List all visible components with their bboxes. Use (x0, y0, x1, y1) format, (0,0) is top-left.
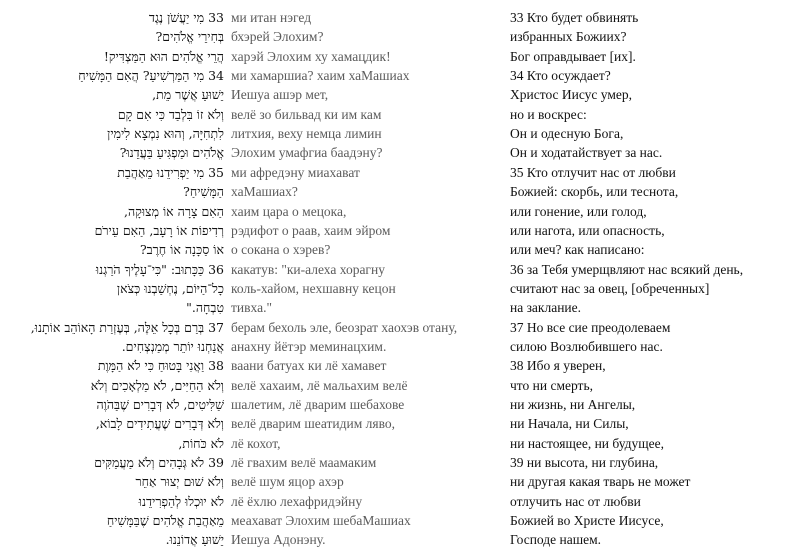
transliteration-text: велё хахаим, лё мальахим велё (231, 377, 408, 393)
russian-text: 39 ни высота, ни глубина, (510, 455, 659, 471)
russian-text: 38 Ибо я уверен, (510, 358, 606, 374)
hebrew-text: 37 בְּרַם בְּכָל אֵלֶּה, בְּעֶזְרַת הָאוֹהֵב אוֹתָנוּ, (30, 319, 224, 335)
transliteration-text: рэдифот о раав, хаим эйром (231, 222, 391, 238)
hebrew-text: וְלֹא הַחַיִּים, לֹא מַלְאָכִים וְלֹא (90, 377, 224, 393)
russian-text: 33 Кто будет обвинять (510, 10, 639, 25)
hebrew-text: יֵשׁוּעַ אֲדוֹנֵנוּ. (165, 532, 224, 548)
transliteration-text: лё кохот, (231, 435, 281, 451)
transliteration-text: ми итан нэгед (231, 10, 312, 25)
verse-line (0, 492, 800, 511)
russian-text: 35 Кто отлучит нас от любви (510, 164, 676, 180)
russian-text: или нагота, или опасность, (510, 222, 665, 238)
transliteration-text: литхия, веху немца лимин (231, 126, 382, 142)
hebrew-text: מֵאַהֲבַת אֱלֹהִים שֶׁבַּמָּשִׁיחַ (106, 513, 224, 529)
verse-line (0, 163, 800, 182)
transliteration-text: ми афредэну миахават (231, 164, 360, 180)
verse-line (0, 434, 800, 453)
transliteration-text: Элохим умафгиа баадэну? (231, 145, 383, 161)
verse-line (0, 47, 800, 66)
russian-text: Божией во Христе Иисусе, (510, 513, 664, 529)
verse-line (0, 337, 800, 356)
hebrew-text: 38 וַאֲנִי בָּטוּחַ כִּי לֹא הַמָּוֶת (97, 358, 224, 374)
verse-line (0, 221, 800, 240)
russian-text: Господе нашем. (510, 532, 602, 548)
verse-line (0, 511, 800, 530)
russian-text: ни другая какая тварь не может (510, 474, 691, 490)
russian-text: что ни смерть, (510, 377, 593, 393)
verse-line (0, 124, 800, 143)
transliteration-text: велё дварим шеатидим ляво, (231, 416, 396, 432)
transliteration-text: Иешуа ашэр мет, (231, 87, 329, 103)
verse-line (0, 85, 800, 104)
hebrew-text: 33 מִי יַעֲשֹׁן נֶגֶד (148, 10, 224, 25)
hebrew-text: 35 מִי יַפְרִידֵנוּ מֵאַהֲבַת (117, 164, 224, 180)
transliteration-text: коль-хайом, нехшавну кецон (231, 280, 396, 296)
russian-text: на заклание. (510, 300, 582, 316)
russian-text: или гонение, или голод, (510, 203, 647, 219)
transliteration-text: ми хамаршиа? хаим хаМашиах (231, 68, 410, 84)
verse-line (0, 453, 800, 472)
transliteration-text: велё зо бильвад ки им кам (231, 106, 382, 122)
hebrew-text: אֱלֹהִים וּמַפְגִּיעַ בַּעֲדֵנוּ? (119, 145, 224, 161)
verse-line (0, 105, 800, 124)
verse-line (0, 318, 800, 337)
transliteration-text: берам бехоль эле, беозрат хаохэв отану, (231, 319, 458, 335)
verse-line (0, 240, 800, 259)
verse-line (0, 530, 800, 549)
hebrew-text: לִתְחִיָּה, וְהוּא נִמְצָא לִימִין (107, 126, 224, 142)
verse-line (0, 8, 800, 27)
transliteration-text: шалетим, лё дварим шебахове (231, 397, 405, 412)
verse-line (0, 202, 800, 221)
russian-text: считают нас за овец, [обреченных] (510, 280, 710, 296)
hebrew-text: אוֹ סַכָּנָה אוֹ חֶרֶב? (139, 242, 224, 258)
russian-text: или меч? как написано: (510, 242, 645, 258)
transliteration-text: меахават Элохим шебаМашиах (231, 513, 411, 529)
transliteration-text: тивха." (231, 300, 272, 316)
russian-text: ни Начала, ни Силы, (510, 416, 629, 432)
russian-text: Он и одесную Бога, (510, 126, 624, 142)
hebrew-text: הַמָּשִׁיחַ? (183, 184, 224, 200)
hebrew-text: 36 כַּכָּתוּב: "כִּי־עָלֶיךָ הֹרַגְנוּ (95, 261, 224, 277)
russian-text: ни настоящее, ни будущее, (510, 435, 665, 451)
hebrew-text: טִבְחָה." (186, 300, 224, 316)
hebrew-text: וְלֹא דְּבָרִים שֶׁעֲתִידִים לָבוֹא, (95, 416, 224, 432)
verse-line (0, 182, 800, 201)
verse-line (0, 414, 800, 433)
hebrew-text: הֲרֵי אֱלֹהִים הוּא הַמַּצְדִּיק! (103, 48, 224, 64)
russian-text: избранных Божиих? (510, 29, 627, 45)
hebrew-text: וְלֹא זוֹ בִּלְבַד כִּי אִם קָם (117, 106, 224, 122)
transliteration-text: лё гвахим велё маамаким (231, 455, 377, 471)
hebrew-text: 39 לֹא גְּבָהִים וְלֹא מַעֲמַקִּים (94, 455, 224, 471)
hebrew-text: וְלֹא שׁוּם יְצוּר אַחֵר (135, 474, 224, 490)
russian-text: 34 Кто осуждает? (510, 68, 611, 84)
transliteration-text: харэй Элохим ху хамацдик! (231, 48, 391, 64)
hebrew-text: כָל־הַיּוֹם, נֶחְשַׁבְנוּ כְּצֹאן (116, 280, 224, 296)
transliteration-text: анахну йётэр меминацхим. (231, 338, 387, 354)
hebrew-text: לֹא יוּכְלוּ לְהַפְרִידֵנוּ (138, 493, 224, 509)
verse-line (0, 395, 800, 414)
verse-line (0, 298, 800, 317)
hebrew-text: יֵשׁוּעַ אֲשֶׁר מֵת, (152, 87, 224, 103)
transliteration-text: хаМашиах? (231, 184, 298, 200)
russian-text: 36 за Тебя умерщвляют нас всякий день, (510, 261, 744, 277)
russian-text: Христос Иисус умер, (510, 87, 633, 103)
verse-line (0, 260, 800, 279)
russian-text: ни жизнь, ни Ангелы, (510, 397, 636, 412)
russian-text: Он и ходатайствует за нас. (510, 145, 663, 161)
hebrew-text: שַׁלִּיטִים, לֹא דְּבָרִים שֶׁבַּהֹוֶה (96, 397, 224, 412)
verse-line (0, 66, 800, 85)
russian-text: силою Возлюбившего нас. (510, 338, 663, 354)
transliteration-text: бхэрей Элохим? (231, 29, 324, 45)
transliteration-text: Иешуа Адонэну. (231, 532, 326, 548)
verse-line (0, 279, 800, 298)
transliteration-text: о сокана о хэрев? (231, 242, 331, 258)
russian-text: но и воскрес: (510, 106, 587, 122)
hebrew-text: בְּחִירֵי אֱלֹהִים? (155, 29, 224, 45)
verse-line (0, 143, 800, 162)
transliteration-text: ваани батуах ки лё хамавет (231, 358, 387, 374)
russian-text: 37 Но все сие преодолеваем (510, 319, 671, 335)
hebrew-text: הַאִם צָרָה אוֹ מְצוּקָה, (124, 203, 224, 219)
transliteration-text: хаим цара о мецока, (231, 203, 347, 219)
russian-text: отлучить нас от любви (510, 493, 641, 509)
hebrew-text: לֹא כֹּחוֹת, (178, 435, 224, 451)
transliteration-text: велё шум яцор ахэр (231, 474, 344, 490)
verse-line (0, 472, 800, 491)
verse-line (0, 27, 800, 46)
russian-text: Бог оправдывает [их]. (510, 48, 636, 64)
hebrew-text: אֲנַחְנוּ יוֹתֵר מְמַנְצְחִים. (121, 338, 224, 354)
hebrew-text: 34 מִי הַמַּרְשִׁיעַ? הֲאִם הַמָּשִׁיחַ (78, 68, 224, 84)
transliteration-text: лё ёхлю лехафридэйну (231, 493, 363, 509)
verse-line (0, 356, 800, 375)
hebrew-text: רְדִיפוֹת אוֹ רָעָב, הַאִם עֵירֹם (94, 222, 224, 238)
transliteration-text: какатув: "ки-алеха хорагну (231, 261, 385, 277)
russian-text: Божией: скорбь, или теснота, (510, 184, 679, 200)
verse-line (0, 376, 800, 395)
